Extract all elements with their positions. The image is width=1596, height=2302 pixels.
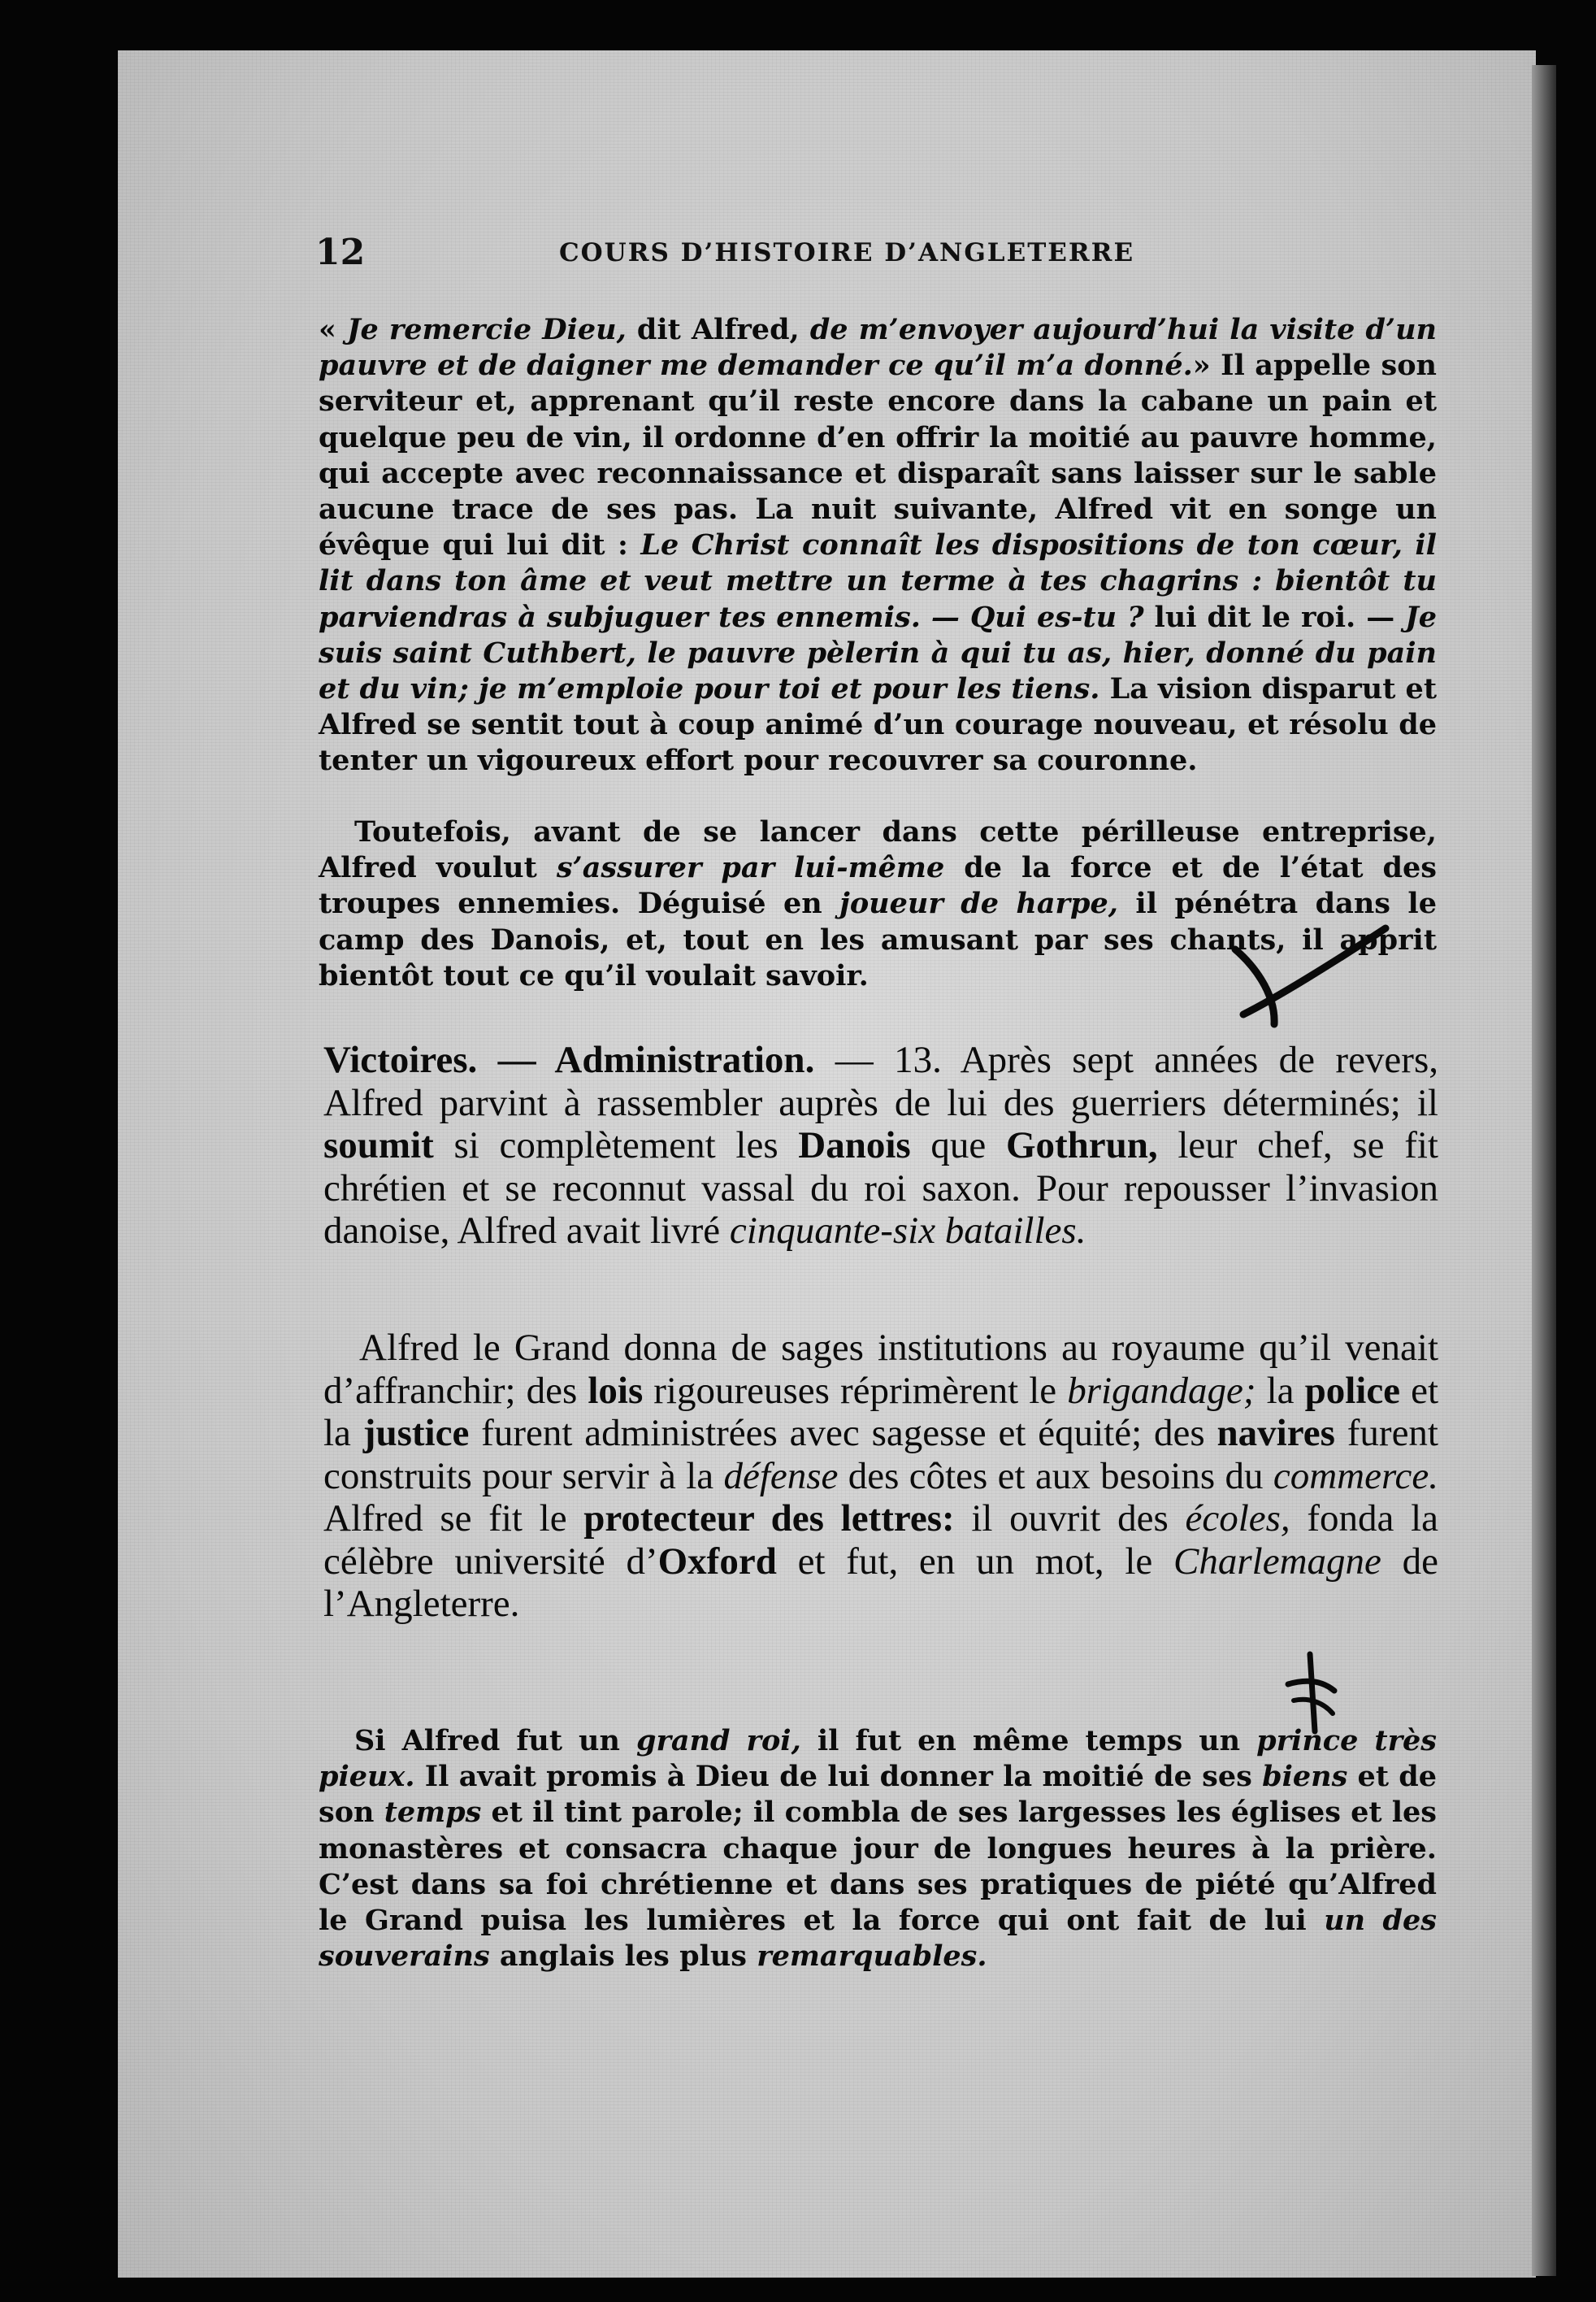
italic-text: Charlemagne <box>1173 1540 1381 1583</box>
italic-text: biens <box>1262 1760 1348 1794</box>
body-text: La vision disparut et Alfred se sentit tout à coup animé d’un courage nouveau, et résolu de tenter un vigoureux effort pour recouvrer sa couronne. <box>319 672 1437 778</box>
body-text: la <box>1256 1369 1305 1412</box>
body-text: si complètement les <box>433 1124 799 1166</box>
body-text: de la force et de l’état des troupes ennemies. Déguisé en <box>319 851 1437 921</box>
body-text: lui dit le roi. — <box>1143 600 1406 634</box>
italic-text: écoles, <box>1185 1497 1290 1540</box>
body-text: il ouvrit des <box>954 1497 1186 1540</box>
body-text: que <box>910 1124 1006 1166</box>
body-text: » Il appelle son serviteur et, apprenant qu’il reste encore dans la cabane un pain et quelque peu de vin, il ordonne d’en offrir la moitié au pauvre homme, qui accepte avec reconnaissance et disparaît sans laisser sur le sable aucune trace de ses pas. La nuit suivante, Alfred vit en songe un évêque qui lui dit : <box>319 349 1437 562</box>
body-text: Alfred le Grand donna de sages institutions au royaume qu’il venait d’affranchir; des <box>323 1327 1438 1412</box>
italic-text: de m’envoyer aujourd’hui la visite d’un pauvre et de daigner me demander ce qu’il m’a donné. <box>319 313 1438 383</box>
body-text: fonda la célèbre université d’ <box>323 1497 1439 1583</box>
body-text: leur chef, se fit chrétien et se reconnut vassal du roi saxon. Pour repousser l’invasion danoise, Alfred avait livré <box>323 1124 1438 1252</box>
italic-text: temps <box>384 1796 482 1830</box>
handwritten-check-mark-icon <box>1219 919 1406 1040</box>
body-text: des côtes et aux besoins du <box>838 1454 1273 1497</box>
body-text: anglais les plus <box>489 1939 757 1974</box>
page-header <box>315 232 1217 280</box>
italic-text: cinquante-six batailles. <box>729 1210 1086 1252</box>
italic-text: brigandage; <box>1067 1369 1256 1412</box>
bold-text: Oxford <box>657 1540 777 1583</box>
italic-text: défense <box>723 1454 839 1497</box>
bold-text: justice <box>362 1412 470 1454</box>
paragraph-vision <box>319 312 1437 780</box>
body-text: — 13. Après sept années de revers, Alfred parvint à rassembler auprès de lui des guerriers déterminés; il <box>323 1039 1438 1124</box>
bold-text: soumit <box>323 1124 434 1166</box>
bold-text: lois <box>588 1369 644 1412</box>
italic-text: un des souverains <box>319 1904 1437 1974</box>
body-text: Il avait promis à Dieu de lui donner la <box>414 1760 1043 1794</box>
bold-text: protecteur des lettres: <box>583 1497 955 1540</box>
bold-text: police <box>1304 1369 1401 1412</box>
bold-text: navires <box>1217 1412 1335 1454</box>
body-text: rigoureuses réprimèrent le <box>643 1369 1068 1412</box>
section-13-victories <box>323 1039 1438 1253</box>
body-text: furent administrées avec sagesse et équité; des <box>469 1412 1217 1454</box>
handwritten-cross-mark-icon <box>1276 1650 1349 1740</box>
body-text: dit Alfred, <box>626 313 810 346</box>
body-text: de ses <box>1143 1760 1263 1794</box>
italic-text: remarquables. <box>757 1939 987 1974</box>
body-text: Toutefois, avant de se lancer dans cette périlleuse entreprise, Alfred voulut <box>319 815 1437 885</box>
section-heading: Victoires. — Administration. <box>323 1039 815 1081</box>
body-text: Si Alfred fut un <box>354 1724 636 1757</box>
body-text: il pénétra dans le camp des Danois, et, tout en les amusant par ses chants, il apprit bientôt tout ce qu’il voulait savoir. <box>319 887 1437 992</box>
italic-text: commerce. <box>1273 1454 1438 1497</box>
paragraph-piety <box>319 1723 1437 1974</box>
body-text: Alfred se fit le <box>323 1497 584 1540</box>
italic-text: Je suis saint Cuthbert, le pauvre pèlerin à qui tu as, hier, donné du pain et du vin; je m’emploie pour toi et pour les tiens. <box>319 600 1437 706</box>
page-number: 12 <box>315 232 366 273</box>
page-binding-edge <box>1532 65 1556 2276</box>
italic-text: grand roi, <box>635 1724 801 1757</box>
paragraph-institutions <box>323 1327 1438 1626</box>
body-text: de l’Angleterre. <box>323 1540 1438 1625</box>
italic-text: prince très pieux. <box>319 1724 1437 1794</box>
body-text: et il tint parole; il combla de ses largesses les églises et les monastères et consacra chaque jour de longues heures à la prière. C’est dans sa foi chrétienne et dans ses pratiques de piété qu’Alfred le Grand puisa les lumières et la force qui ont fait de lui <box>319 1796 1437 1938</box>
quote-mark: « <box>319 313 347 346</box>
italic-text: joueur de harpe, <box>839 887 1118 921</box>
bold-text: Danois <box>798 1124 911 1166</box>
italic-text: Je remercie Dieu, <box>346 313 627 346</box>
body-text: et la <box>323 1369 1439 1454</box>
bold-text: moitié <box>1042 1760 1144 1794</box>
italic-text: s’assurer par lui-même <box>556 851 945 885</box>
body-text: furent construits pour servir à la <box>323 1412 1438 1497</box>
running-title: COURS D’HISTOIRE D’ANGLETERRE <box>559 238 1135 267</box>
bold-text: Gothrun, <box>1005 1124 1158 1166</box>
body-text: et fut, en un mot, le <box>776 1540 1174 1583</box>
body-text: et de son <box>319 1760 1437 1830</box>
italic-text: Le Christ connaît les dispositions de ton cœur, il lit dans ton âme et veut mettre un terme à tes chagrins : bientôt tu parviendras à subjuguer tes ennemis. — Qui es-tu ? <box>319 528 1437 634</box>
body-text: il fut en même temps un <box>800 1724 1257 1757</box>
